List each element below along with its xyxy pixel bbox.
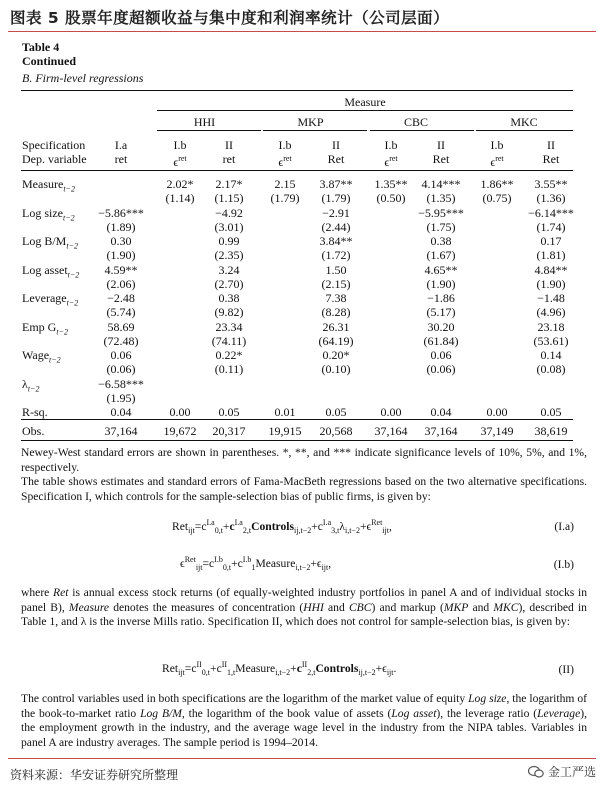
col-dep-1: $\epsilon^{ret}$ [173, 154, 187, 169]
coef-cell: 3.24 [218, 262, 240, 277]
coef-cell: 0.38 [430, 234, 452, 248]
group-hhi: HHI [193, 115, 216, 129]
se-cell: (1.15) [214, 191, 244, 205]
spec-label: Specification [22, 138, 86, 152]
text-fragment: where [21, 586, 54, 599]
coef-cell: 1.86** [480, 177, 514, 191]
measure-rule [157, 110, 573, 111]
coef-cell: −1.48 [537, 291, 565, 305]
col-spec-1: I.b [173, 138, 187, 152]
group-rule-2 [370, 130, 474, 131]
coef-cell: −5.95*** [418, 205, 464, 220]
se-cell: (1.81) [536, 248, 566, 262]
col-dep-2: ret [222, 152, 236, 166]
obs-cell: 37,164 [104, 424, 138, 438]
obs-cell: 19,672 [163, 424, 197, 438]
col-spec-5: I.b [384, 138, 398, 152]
rsq-cell: 0.00 [169, 405, 191, 419]
coef-cell: 2.15 [274, 177, 296, 191]
chat-bubble-icon [528, 765, 544, 779]
coef-cell: −2.91 [322, 205, 350, 220]
coef-cell: −2.48 [107, 291, 135, 305]
text-fragment: ), described in Table 1, and λ is the inverse Mills ratio. Specification II, which does not control for sample-selection bias, is given by: [21, 600, 587, 629]
se-cell: (1.90) [426, 276, 456, 291]
coef-cell: 0.17 [540, 234, 562, 248]
se-cell: (1.79) [321, 191, 351, 205]
coef-cell: 0.38 [218, 291, 240, 305]
coef-cell: 23.34 [215, 319, 243, 334]
coef-cell: −4.92 [215, 205, 243, 220]
row-label-2: Log $B/M_{t-2}$ [22, 234, 78, 251]
text-fragment: Ret [53, 586, 69, 599]
se-cell: (4.96) [536, 305, 566, 319]
equation-ii-label: (II) [558, 663, 574, 676]
coef-cell: 0.22* [215, 348, 243, 362]
se-cell: (1.72) [321, 248, 351, 262]
header-bottom-rule [21, 170, 573, 171]
coef-cell: 3.55** [534, 177, 568, 191]
row-label-4: Leverage$_{t-2}$ [22, 291, 79, 308]
note-standard-errors: Newey-West standard errors are shown in parentheses. *, **, and *** indicate significance levels of 10%, 5%, and 1%, respectively. [21, 446, 587, 474]
se-cell: (5.74) [106, 305, 136, 319]
text-fragment: Log size [468, 692, 507, 705]
se-cell: (1.35) [426, 191, 456, 205]
text-fragment: HHI [303, 600, 324, 614]
coef-cell: 3.87** [319, 177, 353, 191]
text-fragment: , the logarithm of the book-to-market ratio [21, 692, 588, 720]
rsq-cell: 0.04 [110, 405, 132, 419]
text-fragment: ) and markup ( [371, 600, 444, 614]
coef-cell: 1.50 [325, 262, 347, 277]
obs-cell: 20,317 [212, 424, 246, 438]
coef-cell: 2.17* [215, 177, 243, 191]
group-rule-1 [263, 130, 367, 131]
table-top-rule [21, 90, 573, 91]
se-cell: (2.06) [106, 276, 136, 291]
se-cell: (72.48) [103, 333, 139, 348]
coef-cell: −1.86 [427, 291, 455, 305]
group-mkc: MKC [510, 115, 538, 129]
text-fragment: , the logarithm of the book value of assets ( [181, 706, 392, 720]
col-dep-8: Ret [542, 152, 560, 166]
col-dep-3: $\epsilon^{ret}$ [278, 154, 292, 169]
se-cell: (61.84) [423, 333, 459, 348]
page-title: 图表 5 股票年度超额收益与集中度和利润率统计（公司层面） [10, 9, 450, 27]
obs-cell: 37,164 [374, 424, 408, 438]
group-rule-0 [157, 130, 261, 131]
equation-ii: $Ret_{ijt}=c^{II}_{0,t}+c^{II}_{1,t}Measure_{i,t-2}+c^{II}_{2,t}Controls_{ij,t-2}+\epsilon_{ijt}$. [162, 660, 397, 678]
watermark [528, 763, 596, 780]
coef-cell: 3.84** [319, 234, 353, 248]
text-fragment: is annual excess stock returns (of equally-weighted industry portfolios in panel A and of individual stocks in panel B), [21, 586, 587, 614]
rsq-label: R-sq. [22, 405, 48, 419]
col-spec-4: II [332, 138, 340, 152]
title-divider [8, 31, 596, 32]
se-cell: (1.95) [106, 390, 136, 405]
coef-cell: 30.20 [427, 319, 455, 334]
se-cell: (1.75) [426, 219, 456, 234]
col-dep-5: $\epsilon^{ret}$ [384, 154, 398, 169]
se-cell: (1.74) [536, 219, 566, 234]
table-panel: B. Firm-level regressions [22, 71, 144, 85]
obs-cell: 37,164 [424, 424, 458, 438]
coef-cell: 0.30 [110, 234, 132, 248]
coef-cell: 4.84** [534, 262, 568, 277]
equation-ia-label: (I.a) [554, 520, 574, 533]
se-cell: (2.35) [214, 248, 244, 262]
coef-cell: 1.35** [374, 177, 408, 191]
obs-cell: 37,149 [480, 424, 514, 438]
footer-divider [8, 758, 596, 759]
coef-cell: 4.14*** [421, 177, 461, 191]
coef-cell: −6.14*** [528, 205, 574, 220]
se-cell: (1.79) [270, 191, 300, 205]
se-cell: (1.67) [426, 248, 456, 262]
coef-cell: 0.06 [430, 348, 452, 362]
col-spec-2: II [225, 138, 233, 152]
coef-cell: 0.20* [322, 348, 350, 362]
coef-cell: 23.18 [537, 319, 565, 334]
se-cell: (3.01) [214, 219, 244, 234]
table-status: Continued [22, 54, 77, 68]
row-label-6: Wage$_{t-2}$ [22, 348, 61, 365]
rsq-cell: 0.04 [430, 405, 452, 419]
se-cell: (1.90) [536, 276, 566, 291]
table-bottom-rule [21, 440, 573, 441]
col-spec-0: I.a [114, 138, 128, 152]
row-label-7: $\lambda_{t-2}$ [22, 376, 40, 393]
se-cell: (74.11) [211, 333, 247, 348]
rsq-cell: 0.00 [486, 405, 508, 419]
rsq-cell: 0.05 [218, 405, 240, 419]
coef-cell: −5.86*** [98, 205, 144, 220]
text-fragment: ), the leverage ratio ( [436, 706, 538, 720]
table-number: Table 4 [22, 40, 60, 54]
rsq-cell: 0.00 [380, 405, 402, 419]
text-fragment: Leverage [537, 706, 581, 720]
obs-cell: 38,619 [534, 424, 568, 438]
col-dep-0: ret [114, 152, 128, 166]
text-fragment: The control variables used in both specifications are the logarithm of the market value of equity [21, 692, 469, 705]
rsq-cell: 0.05 [540, 405, 562, 419]
se-cell: (0.08) [536, 362, 566, 376]
text-fragment: MKC [493, 600, 519, 614]
coef-cell: 26.31 [322, 319, 350, 334]
measure-label: Measure [344, 95, 386, 109]
obs-cell: 20,568 [319, 424, 353, 438]
coef-cell: 58.69 [107, 319, 135, 334]
coef-cell: 0.99 [218, 234, 240, 248]
col-spec-7: I.b [490, 138, 504, 152]
se-cell: (1.14) [165, 191, 195, 205]
se-cell: (2.15) [321, 276, 351, 291]
group-cbc: CBC [403, 115, 428, 129]
se-cell: (1.89) [106, 219, 136, 234]
note-control-variables [21, 692, 587, 750]
se-cell: (2.70) [214, 276, 244, 291]
obs-label: Obs. [22, 424, 45, 438]
col-dep-7: $\epsilon^{ret}$ [490, 154, 504, 169]
se-cell: (64.19) [318, 333, 354, 348]
row-label-1: Log size$_{t-2}$ [22, 205, 75, 222]
text-fragment: Measure [68, 600, 110, 614]
se-cell: (0.10) [321, 362, 351, 376]
text-fragment: CBC [348, 600, 372, 614]
row-label-3: Log asset$_{t-2}$ [22, 262, 80, 279]
coef-cell: 4.59** [104, 262, 138, 277]
col-spec-6: II [437, 138, 445, 152]
text-fragment: and [323, 600, 349, 614]
group-mkp: MKP [297, 115, 324, 129]
se-cell: (8.28) [321, 305, 351, 319]
col-dep-6: Ret [432, 152, 450, 166]
coef-cell: 0.06 [110, 348, 132, 362]
se-cell: (0.75) [482, 191, 512, 205]
se-cell: (0.11) [214, 362, 244, 376]
col-spec-3: I.b [278, 138, 292, 152]
coef-cell: 4.65** [424, 262, 458, 277]
text-fragment: Log asset [391, 706, 437, 720]
col-spec-8: II [547, 138, 555, 152]
watermark-text: 金工严选 [547, 765, 596, 779]
rsq-cell: 0.01 [274, 405, 296, 419]
obs-cell: 19,915 [268, 424, 302, 438]
text-fragment: MKP [443, 600, 469, 614]
text-fragment: Log B/M [140, 706, 182, 720]
se-cell: (2.44) [321, 219, 351, 234]
se-cell: (5.17) [426, 305, 456, 319]
se-cell: (0.50) [376, 191, 406, 205]
rsq-cell: 0.05 [325, 405, 347, 419]
source-note: 资料来源：华安证券研究所整理 [10, 768, 179, 782]
text-fragment: denotes the measures of concentration ( [109, 600, 304, 614]
text-fragment: and [468, 600, 494, 614]
se-cell: (0.06) [426, 362, 456, 376]
coef-cell: 2.02* [166, 177, 194, 191]
equation-ia: $Ret_{ijt}=c^{I.a}_{0,t}+c^{I.a}_{2,t}Controls_{ij,t-2}+c^{I.a}_{3,t}\lambda_{i,t-2}+\epsilon^{Ret}_{ijt}$, [172, 518, 392, 536]
se-cell: (1.90) [106, 248, 136, 262]
se-cell: (1.36) [536, 191, 566, 205]
body-bottom-rule [21, 419, 573, 420]
se-cell: (53.61) [533, 333, 569, 348]
note-specification-intro: The table shows estimates and standard errors of Fama-MacBeth regressions based on the two alternative specifications. Specification I, which controls for the sample-selection bias of public firms, is given by: [21, 475, 587, 503]
equation-ib-label: (I.b) [553, 558, 574, 571]
se-cell: (0.06) [106, 362, 136, 376]
row-label-0: Measure$_{t-2}$ [22, 177, 75, 194]
group-rule-3 [476, 130, 573, 131]
coef-cell: −6.58*** [98, 376, 144, 391]
dep-label: Dep. variable [22, 152, 87, 166]
coef-cell: 0.14 [540, 348, 562, 362]
note-variable-definitions [21, 586, 587, 630]
row-label-5: Emp $G_{t-2}$ [22, 319, 68, 336]
coef-cell: 7.38 [325, 291, 347, 305]
text-fragment: ), the employment growth in the industry, and the average wage level in the industry from the NIPA tables. Variables in panel A are industry averages. The sample period is 1994–2014. [21, 706, 587, 749]
se-cell: (9.82) [214, 305, 244, 319]
equation-ib: $\epsilon^{Ret}_{ijt}=c^{I.b}_{0,t}+c^{I.b}_1Measure_{i,t-2}+\epsilon_{ijt}$, [180, 555, 332, 573]
col-dep-4: Ret [327, 152, 345, 166]
